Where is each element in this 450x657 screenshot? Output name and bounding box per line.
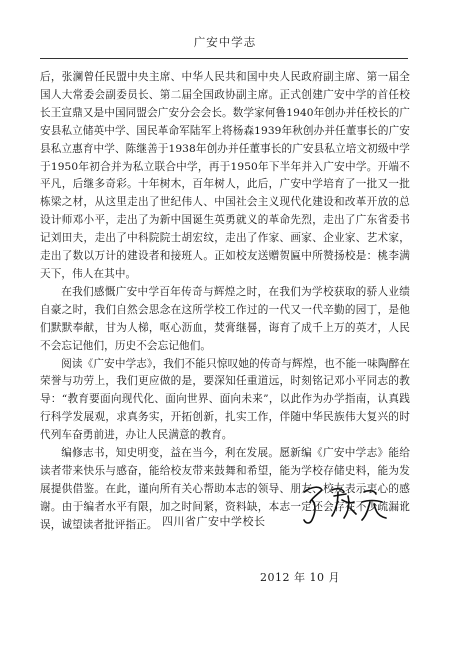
paragraph-continued: 后，张澜曾任民盟中央主席、中华人民共和国中央人民政府副主席、第一届全国人大常委会副委员长、第二届全国政协副主席。正式创建广安中学的首任校长王宣鼎又是中国同盟会广安分会会长。数学家何鲁1940年创办并任校长的广安县私立储英中学、国民革命军陆军上将杨森1939年秋创办并任董事长的广安县私立惠育中学、陈继善于1938年创办并任董事长的广安县私立培文初级中学于1950年初合并为私立联合中学，再于1950年下半年并入广安中学。开端不平凡，后继多奇彩。十年树木，百年树人，此后，广安中学培育了一批又一批栋梁之材，从这里走出了世纪伟人、中国社会主义现代化建设和改革开放的总设计师邓小平，走出了为新中国诞生英勇就义的革命先烈，走出了广东省委书记刘田夫，走出了中科院院士胡宏纹，走出了作家、画家、企业家、艺术家，走出了数以万计的建设者和接班人。正如校友送赠贺匾中所赞扬校是：桃李满天下，伟人在其中。 [40, 71, 410, 280]
running-header: 广安中学志 [193, 35, 257, 49]
header-rule [40, 58, 408, 59]
signatory-organization: 四川省广安中学校长 [162, 515, 266, 528]
paragraph: 在我们感慨广安中学百年传奇与辉煌之时，在我们为学校获取的骄人业绩自豪之时，我们自然会思念在这所学校工作过的一代又一代辛勤的园丁，是他们默默奉献，甘为人梯，呕心沥血，焚膏继晷，诲育了成千上万的英才，人民不会忘记他们，历史不会忘记他们。 [40, 285, 410, 352]
paragraph: 编修志书，知史明变，益在当今，利在发展。愿新编《广安中学志》能给读者带来快乐与感奋，能给校友带来鼓舞和希望，能为学校存储史料，能为发展提供借鉴。在此，谨向所有关心帮助本志的领导、朋友、校友表示衷心的感谢。由于编者水平有限，加之时间紧，资料缺，本志一定还会存在不少疏漏讹误，诚望读者批评指正。 [40, 447, 410, 531]
handwritten-signature [298, 480, 390, 526]
paragraph: 阅读《广安中学志》，我们不能只惊叹她的传奇与辉煌，也不能一味陶醉在荣誉与功劳上，我们更应做的是，要深知任重道远，时刻铭记邓小平同志的教导：“教育要面向现代化、面向世界、面向未来”，以此作为办学指南，认真践行科学发展观，求真务实，开拓创新，扎实工作，伴随中华民族伟大复兴的时代列车奋勇前进，办让人民满意的教育。 [40, 357, 410, 442]
body-text [40, 69, 410, 535]
date-line: 2012 年 10 月 [260, 571, 340, 584]
